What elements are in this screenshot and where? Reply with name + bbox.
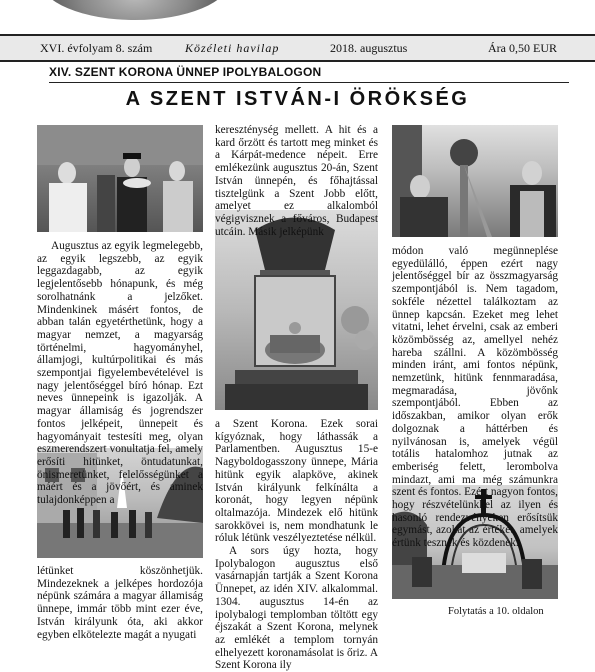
article-col1-bottom <box>37 565 203 641</box>
article-col2-top <box>215 124 378 238</box>
col2-paragraph-2: A sors úgy hozta, hogy Ipolybalogon augusztus első vasárnapján tartják a Szent Korona Ünnepet, az idén XIV. alkalommal. 1304. augusztus 14-én az ipolybalogi templomban töltött egy éjszakát a Szent Korona, melynek az emlékét a templom tornyán elhelyezett koronamásolat is őriz. A Szent Korona ily <box>215 545 378 672</box>
col2-top-paragraph: kereszténység mellett. A hit és a kard őrzött és tartott meg minket és a Kárpát-medence népeit. Erre emlékezünk augusztus 20-án, Szent István ünnepén, és főhajtással tisztelgünk a Szent Jobb előtt, amelyet ez alkalomból végigvisznek a főváros, Budapest utcáin. Másik jelképünk <box>215 124 378 238</box>
col3-paragraph: módon való megünneplése egyedülálló, éppen ezért nagy jelentőséggel bír az összmagyarság szempontjából is. Nem tagadom, sokféle nézettel találkoztam az ünnep kapcsán. Ezeket meg lehet vitatni, lehet érvelni, csak az emberi közömbösség az, amellyel nehéz hareba szállni. A közömbösség minden iránt, ami fontos népünk, nemzetünk, hitünk fennmaradása, megmaradása, jövőnk szempontjából. Ebben az időszakban, amikor olyan erők dolgoznak a háttérben és nyilvánosan is, amelyek végül totális hatalomhoz jutnak az emberiség felett, lerombolva mindazt, ami ma még számunkra szent és fontos. Ezért nagyon fontos, hogy részvételünkkel az ilyen és hasonló rendezvényeken erősítsük egymást, azokat az értéket, amelyek értünk tesznek és közdenek. <box>392 245 558 550</box>
masthead-emblem <box>40 0 230 20</box>
continued-note: Folytatás a 10. oldalon <box>448 606 544 617</box>
masthead <box>0 0 595 34</box>
issue-bar <box>0 34 595 62</box>
article-col1-para1 <box>37 240 203 507</box>
photo-procession-bread <box>37 125 203 232</box>
photo-crown-replica <box>215 210 378 410</box>
issue-periodicity: Közéleti havilap <box>185 41 280 55</box>
col1-bottom-paragraph: létünket köszönhetjük. Mindezeknek a jelképes hordozója népünk számára a magyar államiság ünnepe, immár több mint ezer éve, István királyunk óta, aki akkor egyben elkötelezte magát a nyugati <box>37 565 203 641</box>
article-headline: A SZENT ISTVÁN-I ÖRÖKSÉG <box>125 88 470 110</box>
article-col3 <box>392 245 558 550</box>
col1-paragraph: Augusztus az egyik legmelegebb, az egyik legszebb, az egyik leggazdagabb, az egyik legjelentősebb hónapunk, és még sorolhatnánk a jelzőket. Mindenkinek másért fontos, de abban talán egyetérthetünk, hogy a magyar nemzet, a magyarság történelmi, hagyományhel, államjogi, kultúrpolitikai és más szempontjai figyelembevételével is nagy jelentőséggel bíró hónap. Ezt neves ünnepeink is igazolják. A magyar államiság és jogrendszer fontos jelképeit, ünnepeit és hagyományait testesíti meg, olyan eszmerendszert vonultatja fel, amely erősíti hitünket, öntudatunkat, önismeretünket, felelősségünket a máért és a jövőért, és aminek tulajdonképpen a <box>37 240 203 507</box>
article-col2-bottom <box>215 418 378 672</box>
photo-men-crown <box>392 125 558 237</box>
issue-date: 2018. augusztus <box>330 41 408 55</box>
issue-price: Ára 0,50 EUR <box>488 41 557 55</box>
col2-paragraph-1: a Szent Korona. Ezek sorai kígyóznak, hogy láthassák a Parlamentben. Augusztus 15-e Nagyboldogasszony ünnepe, Mária hitünk egyik alapköve, akinek István királyunk felkínálta a koronát, hogy legyen népünk oltalmazója. Mindezek elő hitünk sarokkövei is, nem mondhatunk le róluk létünk veszélyeztetése nélkül. <box>215 418 378 545</box>
issue-volume: XVI. évfolyam 8. szám <box>40 41 153 55</box>
article-kicker: XIV. SZENT KORONA ÜNNEP IPOLYBALOGON <box>49 65 569 83</box>
